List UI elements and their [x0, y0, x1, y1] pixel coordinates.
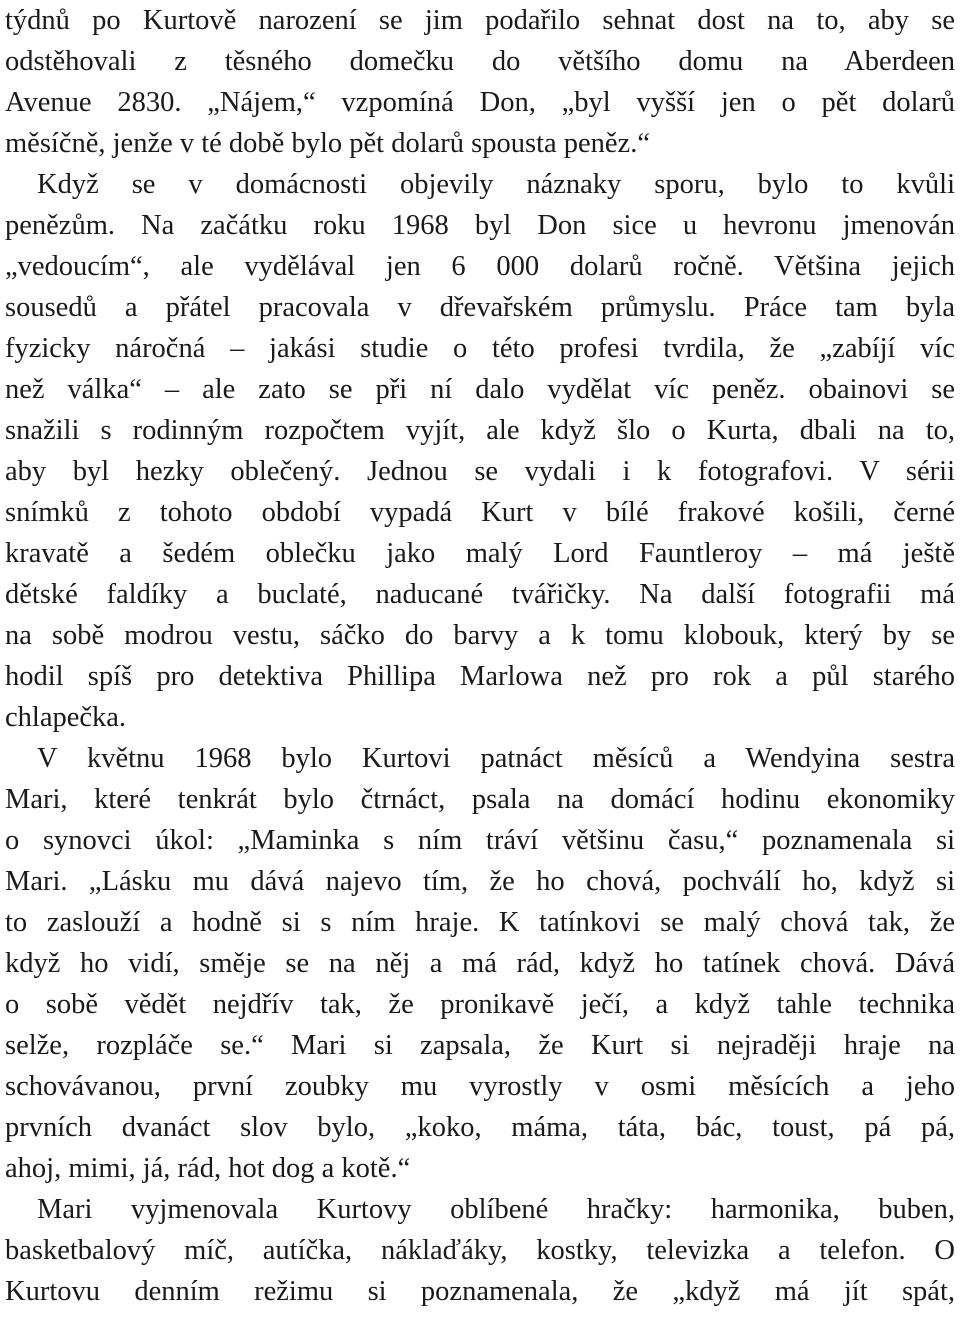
text-line: snažili s rodinným rozpočtem vyjít, ale když šlo o Kurta, dbali na to,	[5, 415, 955, 446]
text-line: měsíčně, jenže v té době bylo pět dolarů spousta peněz.“	[5, 128, 650, 159]
text-line: schovávanou, první zoubky mu vyrostly v osmi měsících a jeho	[5, 1071, 955, 1102]
text-line: „vedoucím“, ale vydělával jen 6 000 dolarů ročně. Většina jejich	[5, 251, 955, 282]
text-line: kravatě a šedém oblečku jako malý Lord Fauntleroy – má ještě	[5, 538, 955, 569]
document-page	[5, 0, 955, 1335]
text-line: když ho vidí, směje se na něj a má rád, když ho tatínek chová. Dává	[5, 948, 955, 979]
text-line: prvních dvanáct slov bylo, „koko, máma, táta, bác, toust, pá pá,	[5, 1112, 955, 1143]
text-line: než válka“ – ale zato se při ní dalo vydělat víc peněz. obainovi se	[5, 374, 955, 405]
text-line: ahoj, mimi, já, rád, hot dog a kotě.“	[5, 1153, 411, 1184]
text-line: Mari, které tenkrát bylo čtrnáct, psala na domácí hodinu ekonomiky	[5, 784, 955, 815]
text-line: týdnů po Kurtově narození se jim podařilo sehnat dost na to, aby se	[5, 5, 955, 36]
text-line: selže, rozpláče se.“ Mari si zapsala, že Kurt si nejraději hraje na	[5, 1030, 955, 1061]
text-line: V květnu 1968 bylo Kurtovi patnáct měsíců a Wendyina sestra	[37, 743, 955, 774]
text-line: fyzicky náročná – jakási studie o této profesi tvrdila, že „zabíjí víc	[5, 333, 955, 364]
text-line: Kurtovu denním režimu si poznamenala, že „když má jít spát,	[5, 1276, 955, 1307]
text-line: snímků z tohoto období vypadá Kurt v bílé frakové košili, černé	[5, 497, 955, 528]
text-line: basketbalový míč, autíčka, náklaďáky, kostky, televizka a telefon. O	[5, 1235, 955, 1266]
text-line: penězům. Na začátku roku 1968 byl Don sice u hevronu jmenován	[5, 210, 955, 241]
text-line: aby byl hezky oblečený. Jednou se vydali i k fotografovi. V sérii	[5, 456, 955, 487]
text-line: sousedů a přátel pracovala v dřevařském průmyslu. Práce tam byla	[5, 292, 955, 323]
text-line: hodil spíš pro detektiva Phillipa Marlowa než pro rok a půl starého	[5, 661, 955, 692]
text-line: to zaslouží a hodně si s ním hraje. K tatínkovi se malý chová tak, že	[5, 907, 955, 938]
text-line: o synovci úkol: „Maminka s ním tráví většinu času,“ poznamenala si	[5, 825, 955, 856]
text-line: na sobě modrou vestu, sáčko do barvy a k tomu klobouk, který by se	[5, 620, 955, 651]
text-line: Když se v domácnosti objevily náznaky sporu, bylo to kvůli	[37, 169, 955, 200]
text-line: dětské faldíky a buclaté, naducané tvářičky. Na další fotografii má	[5, 579, 955, 610]
text-line: Mari vyjmenovala Kurtovy oblíbené hračky: harmonika, buben,	[37, 1194, 955, 1225]
text-line: Mari. „Lásku mu dává najevo tím, že ho chová, pochválí ho, když si	[5, 866, 955, 897]
text-line: odstěhovali z těsného domečku do většího domu na Aberdeen	[5, 46, 955, 77]
text-line: chlapečka.	[5, 702, 127, 733]
text-line: o sobě vědět nejdřív tak, že pronikavě ječí, a když tahle technika	[5, 989, 955, 1020]
text-line: Avenue 2830. „Nájem,“ vzpomíná Don, „byl vyšší jen o pět dolarů	[5, 87, 955, 118]
